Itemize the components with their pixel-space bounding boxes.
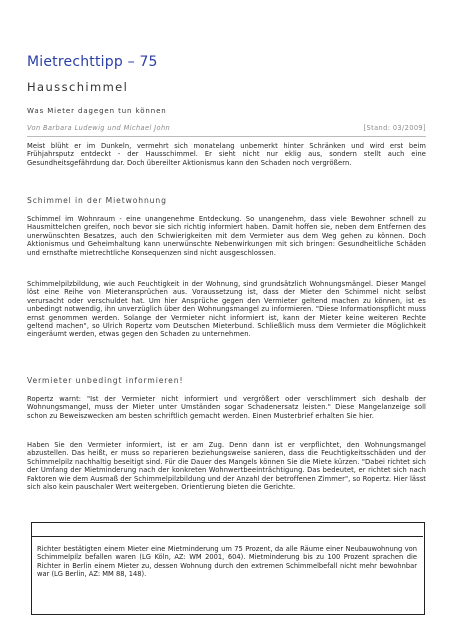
info-box-header xyxy=(31,522,423,537)
info-box-text: Richter bestätigten einem Mieter eine Mietminderung um 75 Prozent, da alle Räume einer Neubauwohnung von Schimmelpilz befallen waren (LG Köln, AZ: WM 2001, 604). Mietminderung bis zu 100 Prozent sprachen die Richter in Berlin einem Mieter zu, dessen Wohnung durch den extremen Schimmelbefall nicht mehr bewohnbar war (LG Berlin, AZ: MM 88, 148). xyxy=(37,545,417,579)
intro-paragraph: Meist blüht er im Dunkeln, vermehrt sich monatelang unbemerkt hinter Schränken und wird erst beim Frühjahrsputz entdeckt - der Hausschimmel. Er sieht nicht nur eklig aus, sondern stellt auch eine Gesundheitsgefährdung dar. Doch übereilter Aktionismus kann den Schaden noch vergrößern. xyxy=(27,142,426,167)
byline xyxy=(27,124,426,134)
author-line: Von Barbara Ludewig und Michael John xyxy=(27,124,171,132)
paragraph-schimmel-1: Schimmel im Wohnraum - eine unangenehme Entdeckung. So unangenehm, dass viele Bewohner schnell zu Hausmittelchen greifen, noch bevor sie sich richtig informiert haben. Damit hoffen sie, neben dem Entfernen des unerwünschten Besatzes, auch den Schwierigkeiten mit dem Vermieter aus dem Weg gehen zu können. Doch Aktionismus und Geheimhaltung kann unerwünschte Nebenwirkungen mit sich bringen: Gesundheitliche Schäden und ernsthafte mietrechtliche Konsequenzen sind nicht ausgeschlossen. xyxy=(27,215,426,257)
article-subtitle: Hausschimmel xyxy=(27,80,129,94)
date-stamp: [Stand: 03/2009] xyxy=(363,124,426,132)
paragraph-vermieter-1: Ropertz warnt: "Ist der Vermieter nicht informiert und vergrößert oder verschlimmert sich deshalb der Wohnungsmangel, muss der Mieter unter Umständen sogar Schadenersatz leisten." Diese Mangelanzeige soll schon zu Beweiszwecken am besten schriftlich gemacht werden. Einen Musterbrief erhalten Sie hier. xyxy=(27,395,426,420)
paragraph-schimmel-2: Schimmelpilzbildung, wie auch Feuchtigkeit in der Wohnung, sind grundsätzlich Wohnungsmängel. Dieser Mangel löst eine Reihe von Mieteransprüchen aus. Voraussetzung ist, dass der Mieter den Schimmel nicht selbst verursacht oder verschuldet hat. Um hier Ansprüche gegen den Vermieter geltend machen zu können, ist es unbedingt notwendig, ihn unverzüglich über den Wohnungsmangel zu informieren. "Diese Informationspflicht muss ernst genommen werden. Solange der Vermieter nicht informiert ist, kann der Mieter keine weiteren Rechte geltend machen", so Ulrich Ropertz vom Deutschen Mieterbund. Schließlich muss dem Vermieter die Möglichkeit eingeräumt werden, etwas gegen den Schaden zu unternehmen. xyxy=(27,280,426,339)
section-heading-vermieter: Vermieter unbedingt informieren! xyxy=(27,376,184,385)
header-divider xyxy=(27,136,426,137)
paragraph-vermieter-2: Haben Sie den Vermieter informiert, ist er am Zug. Denn dann ist er verpflichtet, den Wohnungsmangel abzustellen. Das heißt, er muss so reparieren beziehungsweise sanieren, dass die Feuchtigkeitsschäden und der Schimmelpilz nachhaltig beseitigt sind. Für die Dauer des Mangels können Sie die Miete kürzen. "Dabei richtet sich der Umfang der Mietminderung nach der konkreten Wohnwertbeeinträchtigung. Das bedeutet, er richtet sich nach Faktoren wie dem Ausmaß der Schimmelpilzbildung und der Anzahl der betroffenen Zimmer", so Ropertz. Hier lässt sich also kein pauschaler Wert weitergeben. Orientierung bieten die Gerichte. xyxy=(27,441,426,492)
section-heading-schimmel: Schimmel in der Mietwohnung xyxy=(27,196,167,205)
article-lede: Was Mieter dagegen tun können xyxy=(27,107,167,115)
page-title: Mietrechttipp – 75 xyxy=(27,54,158,70)
